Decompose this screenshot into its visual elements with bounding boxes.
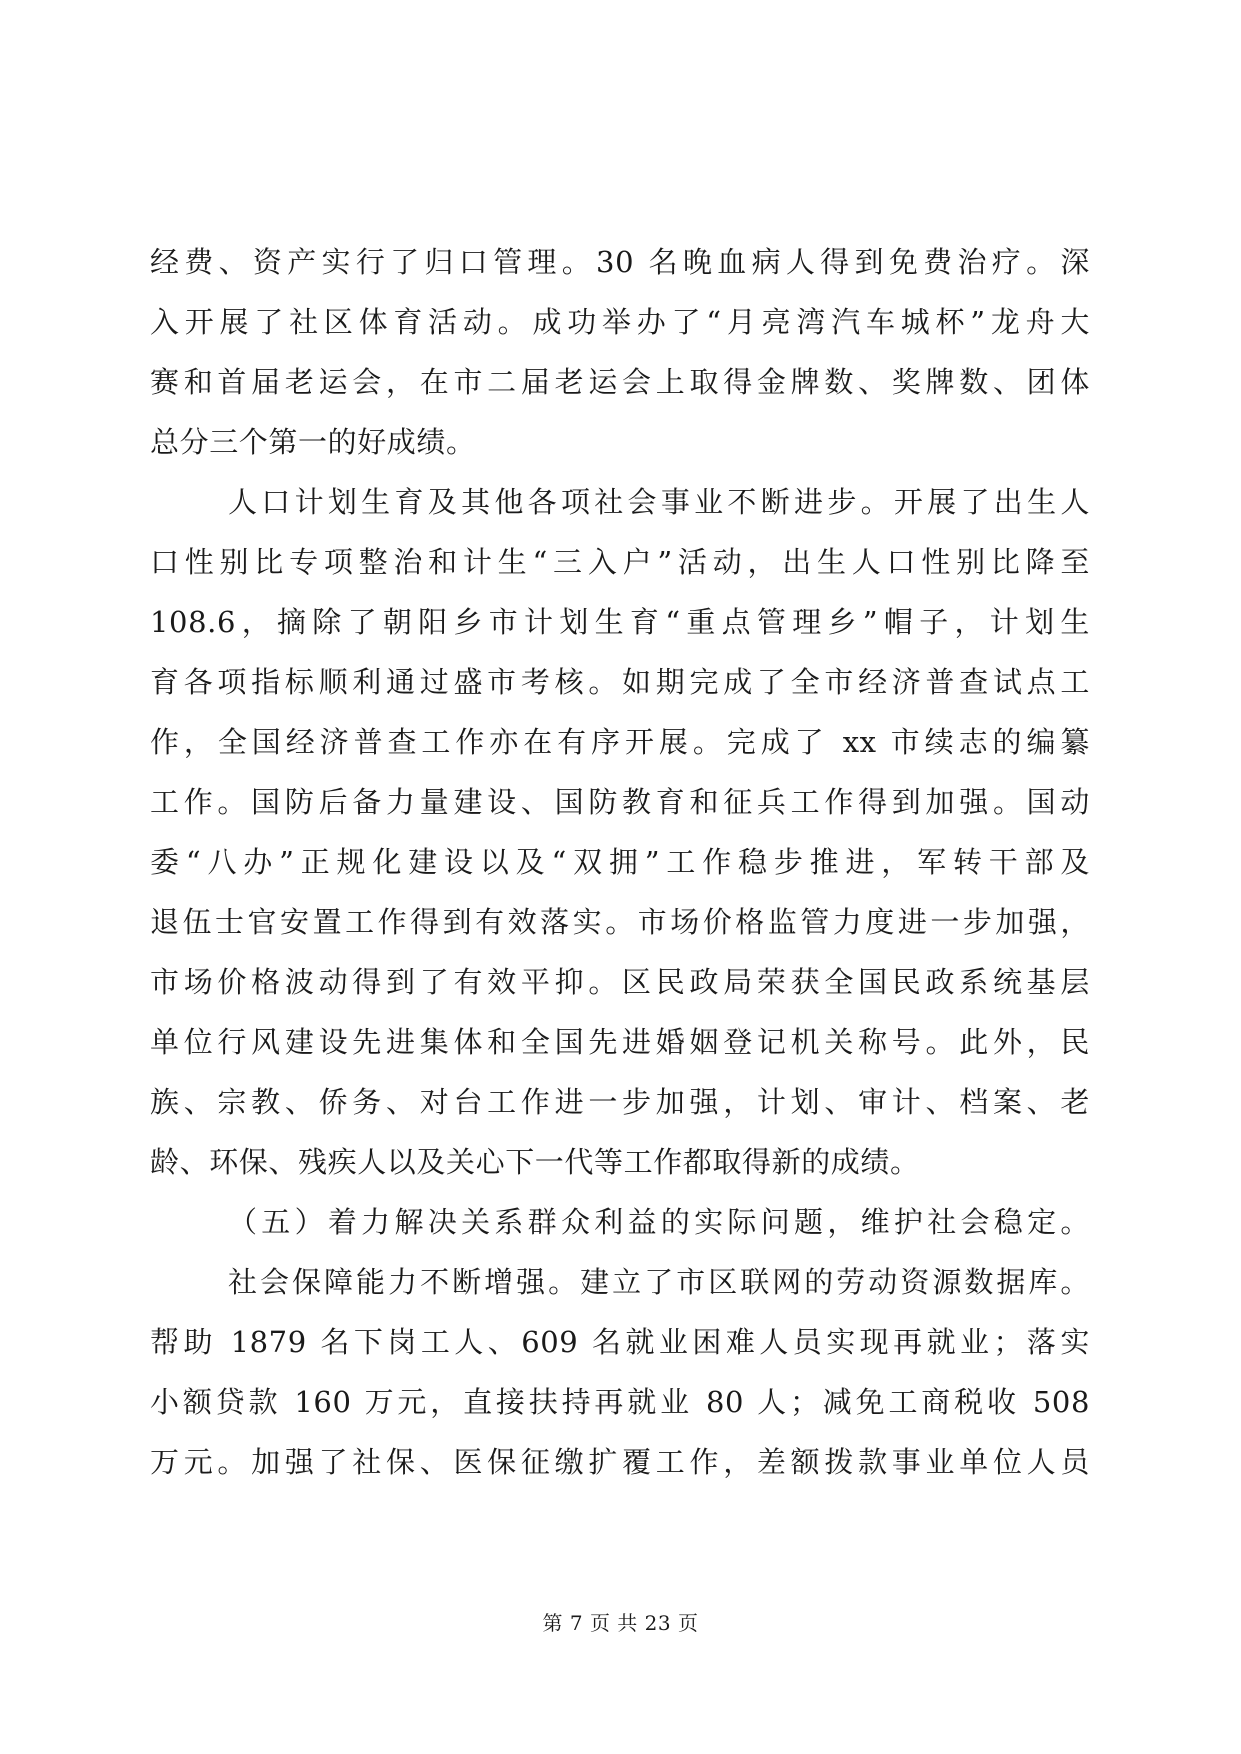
text-line: 小额贷款 160 万元，直接扶持再就业 80 人；减免工商税收 508	[150, 1385, 1090, 1419]
text-line: 入开展了社区体育活动。成功举办了“月亮湾汽车城杯”龙舟大	[150, 305, 1090, 339]
text-line: 工作。国防后备力量建设、国防教育和征兵工作得到加强。国动	[150, 785, 1090, 819]
text-line: 市场价格波动得到了有效平抑。区民政局荣获全国民政系统基层	[150, 965, 1090, 999]
document-body	[150, 232, 1090, 1492]
text-line: 赛和首届老运会，在市二届老运会上取得金牌数、奖牌数、团体	[150, 365, 1090, 399]
text-line: 龄、环保、残疾人以及关心下一代等工作都取得新的成绩。	[150, 1145, 920, 1179]
text-line: 总分三个第一的好成绩。	[150, 425, 476, 459]
page-number-footer: 第 7 页 共 23 页	[542, 1611, 699, 1635]
text-line: 单位行风建设先进集体和全国先进婚姻登记机关称号。此外，民	[150, 1025, 1090, 1059]
text-line: 人口计划生育及其他各项社会事业不断进步。开展了出生人	[228, 485, 1090, 519]
text-line: 口性别比专项整治和计生“三入户”活动，出生人口性别比降至	[150, 545, 1090, 579]
text-line: 经费、资产实行了归口管理。30 名晚血病人得到免费治疗。深	[150, 245, 1090, 279]
section-heading: （五）着力解决关系群众利益的实际问题，维护社会稳定。	[228, 1205, 1090, 1239]
text-line: 退伍士官安置工作得到有效落实。市场价格监管力度进一步加强，	[150, 905, 1090, 939]
text-line: 委“八办”正规化建设以及“双拥”工作稳步推进，军转干部及	[150, 845, 1090, 879]
text-line: 育各项指标顺利通过盛市考核。如期完成了全市经济普查试点工	[150, 665, 1090, 699]
text-line: 108.6，摘除了朝阳乡市计划生育“重点管理乡”帽子，计划生	[150, 605, 1090, 639]
text-line: 族、宗教、侨务、对台工作进一步加强，计划、审计、档案、老	[150, 1085, 1090, 1119]
text-line: 帮助 1879 名下岗工人、609 名就业困难人员实现再就业；落实	[150, 1325, 1090, 1359]
text-line: 万元。加强了社保、医保征缴扩覆工作，差额拨款事业单位人员	[150, 1445, 1090, 1479]
text-line: 作，全国经济普查工作亦在有序开展。完成了 xx 市续志的编纂	[150, 725, 1090, 759]
text-line: 社会保障能力不断增强。建立了市区联网的劳动资源数据库。	[228, 1265, 1090, 1299]
